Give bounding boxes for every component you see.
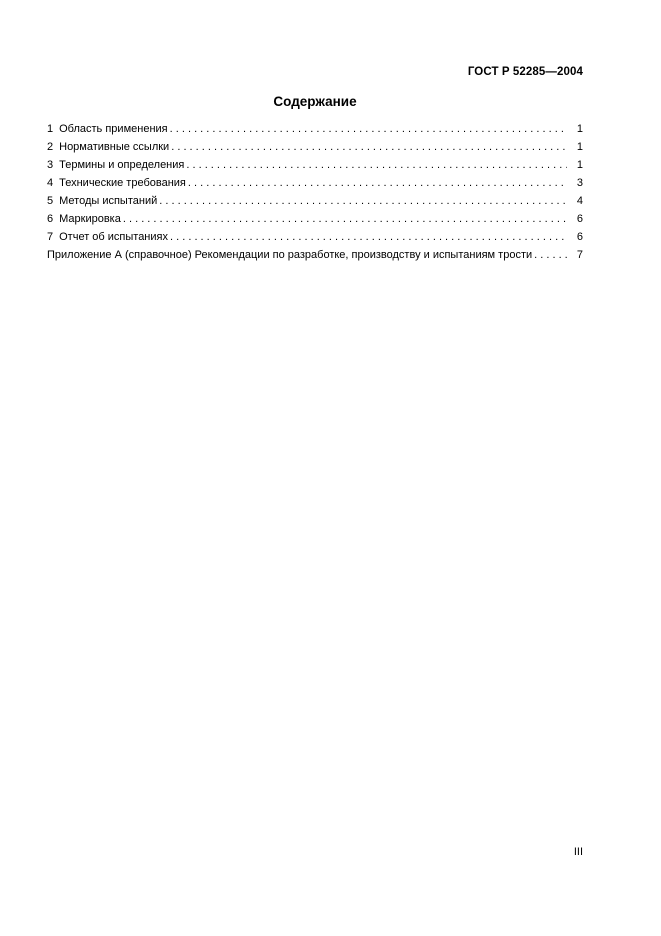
toc-dot-leader xyxy=(170,120,567,138)
document-code: ГОСТ Р 52285—2004 xyxy=(467,66,583,78)
toc-entry-label: Методы испытаний xyxy=(59,195,158,207)
table-of-contents xyxy=(47,120,583,264)
toc-entry-number: 7 xyxy=(47,231,54,243)
toc-entry-number: 1 xyxy=(47,123,54,135)
toc-entry-page: 1 xyxy=(576,123,583,135)
toc-dot-leader xyxy=(171,138,567,156)
page-number: III xyxy=(573,846,583,858)
toc-entry-test-report[interactable] xyxy=(47,228,583,246)
toc-entry-appendix-a[interactable] xyxy=(47,246,583,264)
toc-entry-terms-definitions[interactable] xyxy=(47,156,583,174)
toc-entry-page: 7 xyxy=(576,249,583,261)
toc-entry-label: Отчет об испытаниях xyxy=(59,231,168,243)
toc-entry-page: 6 xyxy=(576,231,583,243)
toc-dot-leader xyxy=(170,228,567,246)
toc-entry-label: Термины и определения xyxy=(59,159,185,171)
toc-entry-number: 5 xyxy=(47,195,54,207)
toc-dot-leader xyxy=(188,174,567,192)
toc-dot-leader xyxy=(534,246,567,264)
toc-entry-page: 6 xyxy=(576,213,583,225)
toc-entry-label: Нормативные ссылки xyxy=(59,141,170,153)
toc-dot-leader xyxy=(123,210,567,228)
toc-entry-number: 2 xyxy=(47,141,54,153)
toc-entry-test-methods[interactable] xyxy=(47,192,583,210)
toc-entry-label: Технические требования xyxy=(59,177,186,189)
toc-entry-page: 4 xyxy=(576,195,583,207)
toc-dot-leader xyxy=(186,156,567,174)
toc-entry-marking[interactable] xyxy=(47,210,583,228)
toc-entry-page: 1 xyxy=(576,141,583,153)
toc-entry-scope[interactable] xyxy=(47,120,583,138)
toc-entry-normative-references[interactable] xyxy=(47,138,583,156)
toc-dot-leader xyxy=(159,192,567,210)
toc-entry-label: Область применения xyxy=(59,123,168,135)
toc-entry-label: Приложение А (справочное) Рекомендации по разработке, производству и испытаниям трости xyxy=(47,249,533,261)
toc-entry-page: 1 xyxy=(576,159,583,171)
toc-entry-number: 4 xyxy=(47,177,54,189)
toc-entry-number: 3 xyxy=(47,159,54,171)
toc-title: Содержание xyxy=(273,94,357,109)
toc-entry-technical-requirements[interactable] xyxy=(47,174,583,192)
toc-entry-label: Маркировка xyxy=(59,213,121,225)
toc-entry-number: 6 xyxy=(47,213,54,225)
toc-entry-page: 3 xyxy=(576,177,583,189)
